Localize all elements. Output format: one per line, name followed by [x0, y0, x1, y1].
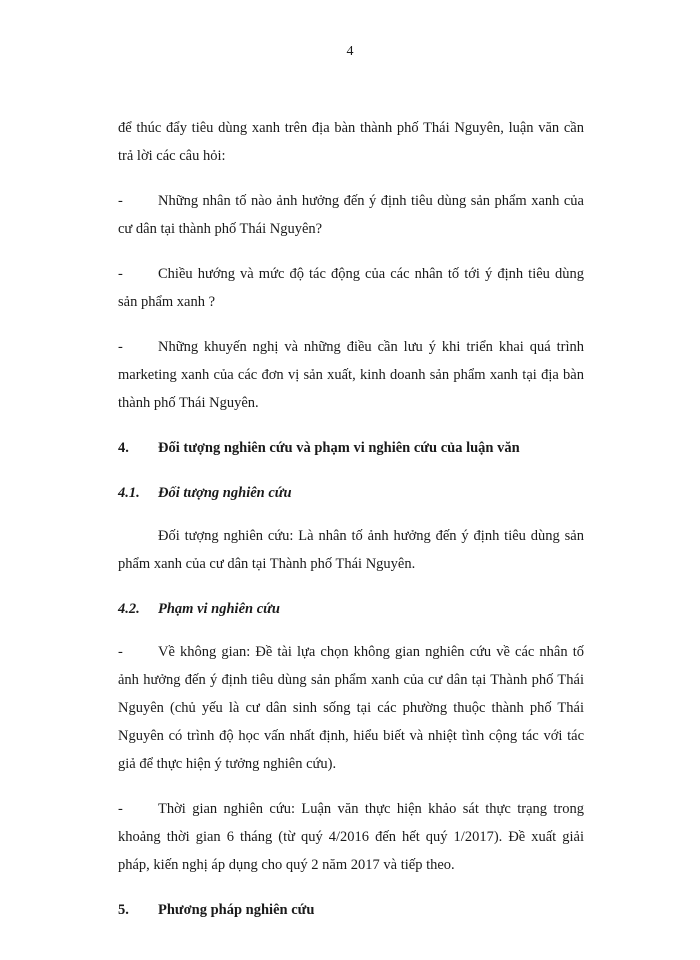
section-title: Đối tượng nghiên cứu và phạm vi nghiên cứu của luận văn	[158, 440, 520, 456]
dash-marker: -	[118, 644, 123, 660]
question-text: Chiều hướng và mức độ tác động của các nhân tố tới ý định tiêu dùng sản phẩm xanh ?	[118, 266, 584, 310]
question-item	[118, 333, 584, 417]
subsection-4-1-heading	[118, 479, 584, 507]
section-5-heading	[118, 896, 584, 924]
question-item	[118, 187, 584, 243]
section-4-heading	[118, 434, 584, 462]
dash-marker: -	[118, 266, 123, 282]
subsection-title: Phạm vi nghiên cứu	[158, 601, 280, 617]
scope-item	[118, 795, 584, 879]
scope-text: Về không gian: Đề tài lựa chọn không gian nghiên cứu về các nhân tố ảnh hưởng đến ý định tiêu dùng sản phẩm xanh của cư dân tại Thành phố Thái Nguyên (chủ yếu là cư dân sinh sống tại các phường thuộc thành phố Thái Nguyên có trình độ học vấn nhất định, hiểu biết và nhiệt tình cộng tác với tác giả để thực hiện ý tưởng nghiên cứu).	[118, 644, 584, 772]
subsection-title: Đối tượng nghiên cứu	[158, 485, 292, 501]
document-body	[118, 114, 584, 941]
section-number: 5.	[118, 902, 129, 918]
dash-marker: -	[118, 339, 123, 355]
page-number: 4	[346, 44, 354, 59]
scope-text: Thời gian nghiên cứu: Luận văn thực hiện khảo sát thực trạng trong khoảng thời gian 6 tháng (từ quý 4/2016 đến hết quý 1/2017). Đề xuất giải pháp, kiến nghị áp dụng cho quý 2 năm 2017 và tiếp theo.	[118, 801, 584, 873]
subsection-number: 4.1.	[118, 485, 140, 501]
dash-marker: -	[118, 801, 123, 817]
dash-marker: -	[118, 193, 123, 209]
question-item	[118, 260, 584, 316]
section-number: 4.	[118, 440, 129, 456]
subsection-number: 4.2.	[118, 601, 140, 617]
subsection-4-2-heading	[118, 595, 584, 623]
intro-paragraph: để thúc đẩy tiêu dùng xanh trên địa bàn thành phố Thái Nguyên, luận văn cần trả lời các câu hỏi:	[118, 120, 584, 164]
scope-item	[118, 638, 584, 778]
question-text: Những khuyến nghị và những điều cần lưu ý khi triển khai quá trình marketing xanh của các đơn vị sản xuất, kinh doanh sản phẩm xanh tại địa bàn thành phố Thái Nguyên.	[118, 339, 584, 411]
section-title: Phương pháp nghiên cứu	[158, 902, 315, 918]
subsection-4-1-text: Đối tượng nghiên cứu: Là nhân tố ảnh hưởng đến ý định tiêu dùng sản phẩm xanh của cư dân tại Thành phố Thái Nguyên.	[118, 528, 584, 572]
question-text: Những nhân tố nào ảnh hưởng đến ý định tiêu dùng sản phẩm xanh của cư dân tại thành phố Thái Nguyên?	[118, 193, 584, 237]
